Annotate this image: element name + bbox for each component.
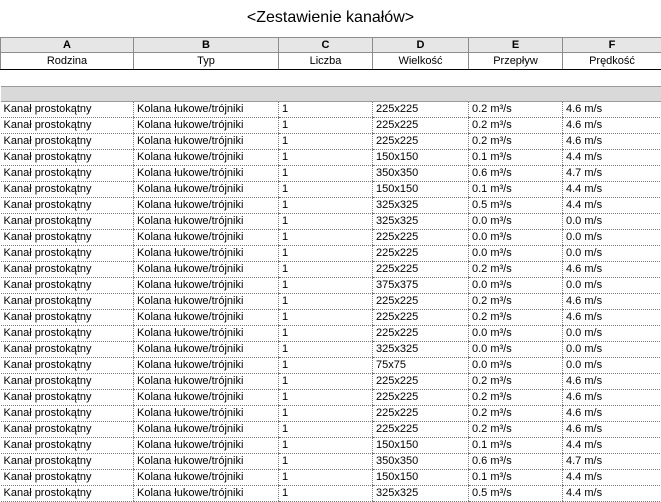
cell-wielkosc[interactable]: 150x150 [373,438,469,454]
column-letter-e[interactable]: E [469,38,563,53]
table-row[interactable] [1,102,661,118]
column-letter-a[interactable]: A [1,38,134,53]
cell-wielkosc[interactable]: 225x225 [373,406,469,422]
column-name-row [1,53,661,70]
column-header-typ[interactable]: Typ [134,53,279,70]
cell-przeplyw[interactable]: 0.2 m³/s [469,374,563,390]
cell-typ[interactable]: Kolana łukowe/trójniki [134,294,279,310]
cell-przeplyw[interactable]: 0.2 m³/s [469,422,563,438]
cell-rodzina[interactable]: Kanał prostokątny [1,438,134,454]
cell-liczba[interactable]: 1 [279,310,373,326]
cell-przeplyw[interactable]: 0.0 m³/s [469,358,563,374]
table-row[interactable] [1,358,661,374]
cell-typ[interactable]: Kolana łukowe/trójniki [134,102,279,118]
cell-predkosc[interactable]: 4.7 m/s [563,166,661,182]
cell-przeplyw[interactable]: 0.2 m³/s [469,294,563,310]
cell-typ[interactable]: Kolana łukowe/trójniki [134,134,279,150]
cell-liczba[interactable]: 1 [279,230,373,246]
header-spacer-row [1,70,661,87]
cell-liczba[interactable]: 1 [279,214,373,230]
cell-przeplyw[interactable]: 0.0 m³/s [469,326,563,342]
cell-przeplyw[interactable]: 0.0 m³/s [469,214,563,230]
cell-liczba[interactable]: 1 [279,358,373,374]
group-band-row [1,87,661,102]
cell-predkosc[interactable]: 4.6 m/s [563,294,661,310]
cell-typ[interactable]: Kolana łukowe/trójniki [134,486,279,502]
cell-rodzina[interactable]: Kanał prostokątny [1,326,134,342]
cell-rodzina[interactable]: Kanał prostokątny [1,166,134,182]
cell-predkosc[interactable]: 0.0 m/s [563,246,661,262]
cell-przeplyw[interactable]: 0.0 m³/s [469,278,563,294]
cell-wielkosc[interactable]: 225x225 [373,390,469,406]
cell-liczba[interactable]: 1 [279,118,373,134]
table-row[interactable] [1,134,661,150]
cell-wielkosc[interactable]: 375x375 [373,278,469,294]
column-header-liczba[interactable]: Liczba [279,53,373,70]
cell-rodzina[interactable]: Kanał prostokątny [1,374,134,390]
cell-rodzina[interactable]: Kanał prostokątny [1,230,134,246]
cell-typ[interactable]: Kolana łukowe/trójniki [134,390,279,406]
table-row[interactable] [1,214,661,230]
cell-typ[interactable]: Kolana łukowe/trójniki [134,358,279,374]
cell-rodzina[interactable]: Kanał prostokątny [1,486,134,502]
cell-liczba[interactable]: 1 [279,470,373,486]
column-header-wielkosc[interactable]: Wielkość [373,53,469,70]
cell-rodzina[interactable]: Kanał prostokątny [1,310,134,326]
cell-typ[interactable]: Kolana łukowe/trójniki [134,454,279,470]
cell-wielkosc[interactable]: 325x325 [373,486,469,502]
cell-liczba[interactable]: 1 [279,294,373,310]
schedule-table [0,37,661,502]
cell-wielkosc[interactable]: 225x225 [373,294,469,310]
cell-wielkosc[interactable]: 325x325 [373,214,469,230]
cell-predkosc[interactable]: 4.7 m/s [563,454,661,470]
cell-przeplyw[interactable]: 0.5 m³/s [469,486,563,502]
cell-przeplyw[interactable]: 0.1 m³/s [469,438,563,454]
cell-predkosc[interactable]: 0.0 m/s [563,342,661,358]
cell-rodzina[interactable]: Kanał prostokątny [1,182,134,198]
cell-typ[interactable]: Kolana łukowe/trójniki [134,438,279,454]
cell-predkosc[interactable]: 4.6 m/s [563,422,661,438]
table-row[interactable] [1,438,661,454]
column-letter-row [1,38,661,53]
cell-wielkosc[interactable]: 225x225 [373,262,469,278]
table-row[interactable] [1,374,661,390]
cell-predkosc[interactable]: 4.4 m/s [563,470,661,486]
table-row[interactable] [1,278,661,294]
cell-typ[interactable]: Kolana łukowe/trójniki [134,198,279,214]
cell-wielkosc[interactable]: 225x225 [373,374,469,390]
cell-typ[interactable]: Kolana łukowe/trójniki [134,374,279,390]
cell-rodzina[interactable]: Kanał prostokątny [1,390,134,406]
cell-typ[interactable]: Kolana łukowe/trójniki [134,310,279,326]
cell-typ[interactable]: Kolana łukowe/trójniki [134,326,279,342]
cell-przeplyw[interactable]: 0.2 m³/s [469,134,563,150]
column-header-predkosc[interactable]: Prędkość [563,53,661,70]
cell-typ[interactable]: Kolana łukowe/trójniki [134,150,279,166]
table-row[interactable] [1,326,661,342]
cell-rodzina[interactable]: Kanał prostokątny [1,470,134,486]
cell-przeplyw[interactable]: 0.2 m³/s [469,406,563,422]
cell-rodzina[interactable]: Kanał prostokątny [1,342,134,358]
cell-liczba[interactable]: 1 [279,438,373,454]
cell-predkosc[interactable]: 4.4 m/s [563,486,661,502]
cell-predkosc[interactable]: 4.6 m/s [563,406,661,422]
cell-typ[interactable]: Kolana łukowe/trójniki [134,278,279,294]
cell-przeplyw[interactable]: 0.6 m³/s [469,166,563,182]
table-row[interactable] [1,310,661,326]
cell-typ[interactable]: Kolana łukowe/trójniki [134,166,279,182]
cell-predkosc[interactable]: 4.4 m/s [563,150,661,166]
cell-liczba[interactable]: 1 [279,182,373,198]
cell-typ[interactable]: Kolana łukowe/trójniki [134,262,279,278]
cell-przeplyw[interactable]: 0.1 m³/s [469,182,563,198]
cell-predkosc[interactable]: 0.0 m/s [563,278,661,294]
cell-liczba[interactable]: 1 [279,486,373,502]
table-row[interactable] [1,150,661,166]
cell-przeplyw[interactable]: 0.2 m³/s [469,102,563,118]
cell-przeplyw[interactable]: 0.0 m³/s [469,342,563,358]
cell-wielkosc[interactable]: 150x150 [373,470,469,486]
cell-przeplyw[interactable]: 0.1 m³/s [469,150,563,166]
cell-rodzina[interactable]: Kanał prostokątny [1,278,134,294]
cell-liczba[interactable]: 1 [279,374,373,390]
cell-wielkosc[interactable]: 225x225 [373,118,469,134]
cell-liczba[interactable]: 1 [279,134,373,150]
table-row[interactable] [1,470,661,486]
cell-typ[interactable]: Kolana łukowe/trójniki [134,182,279,198]
cell-typ[interactable]: Kolana łukowe/trójniki [134,406,279,422]
cell-predkosc[interactable]: 4.6 m/s [563,102,661,118]
header-spacer [1,70,661,87]
cell-przeplyw[interactable]: 0.6 m³/s [469,454,563,470]
cell-przeplyw[interactable]: 0.0 m³/s [469,230,563,246]
cell-typ[interactable]: Kolana łukowe/trójniki [134,214,279,230]
cell-przeplyw[interactable]: 0.2 m³/s [469,310,563,326]
cell-liczba[interactable]: 1 [279,166,373,182]
cell-predkosc[interactable]: 4.6 m/s [563,118,661,134]
cell-predkosc[interactable]: 4.4 m/s [563,198,661,214]
cell-liczba[interactable]: 1 [279,422,373,438]
cell-liczba[interactable]: 1 [279,342,373,358]
column-header-rodzina[interactable]: Rodzina [1,53,134,70]
cell-rodzina[interactable]: Kanał prostokątny [1,454,134,470]
table-row[interactable] [1,246,661,262]
cell-wielkosc[interactable]: 225x225 [373,134,469,150]
table-row[interactable] [1,118,661,134]
cell-predkosc[interactable]: 0.0 m/s [563,358,661,374]
cell-rodzina[interactable]: Kanał prostokątny [1,422,134,438]
cell-liczba[interactable]: 1 [279,102,373,118]
cell-wielkosc[interactable]: 225x225 [373,422,469,438]
table-row[interactable] [1,422,661,438]
cell-predkosc[interactable]: 0.0 m/s [563,326,661,342]
table-row[interactable] [1,454,661,470]
cell-typ[interactable]: Kolana łukowe/trójniki [134,246,279,262]
group-band [1,87,661,102]
cell-liczba[interactable]: 1 [279,406,373,422]
cell-liczba[interactable]: 1 [279,326,373,342]
cell-predkosc[interactable]: 0.0 m/s [563,230,661,246]
cell-rodzina[interactable]: Kanał prostokątny [1,262,134,278]
cell-rodzina[interactable]: Kanał prostokątny [1,134,134,150]
cell-predkosc[interactable]: 4.6 m/s [563,390,661,406]
cell-liczba[interactable]: 1 [279,246,373,262]
cell-predkosc[interactable]: 4.6 m/s [563,310,661,326]
cell-predkosc[interactable]: 4.6 m/s [563,134,661,150]
table-row[interactable] [1,342,661,358]
cell-wielkosc[interactable]: 350x350 [373,166,469,182]
cell-liczba[interactable]: 1 [279,454,373,470]
cell-przeplyw[interactable]: 0.0 m³/s [469,246,563,262]
cell-wielkosc[interactable]: 225x225 [373,246,469,262]
cell-liczba[interactable]: 1 [279,262,373,278]
cell-wielkosc[interactable]: 325x325 [373,198,469,214]
cell-rodzina[interactable]: Kanał prostokątny [1,198,134,214]
cell-wielkosc[interactable]: 150x150 [373,182,469,198]
cell-predkosc[interactable]: 4.4 m/s [563,438,661,454]
cell-typ[interactable]: Kolana łukowe/trójniki [134,342,279,358]
table-row[interactable] [1,230,661,246]
cell-przeplyw[interactable]: 0.2 m³/s [469,118,563,134]
column-letter-c[interactable]: C [279,38,373,53]
table-row[interactable] [1,262,661,278]
cell-liczba[interactable]: 1 [279,150,373,166]
cell-rodzina[interactable]: Kanał prostokątny [1,150,134,166]
cell-typ[interactable]: Kolana łukowe/trójniki [134,230,279,246]
cell-liczba[interactable]: 1 [279,390,373,406]
table-row[interactable] [1,406,661,422]
cell-przeplyw[interactable]: 0.5 m³/s [469,198,563,214]
column-letter-d[interactable]: D [373,38,469,53]
cell-rodzina[interactable]: Kanał prostokątny [1,118,134,134]
cell-przeplyw[interactable]: 0.1 m³/s [469,470,563,486]
column-letter-f[interactable]: F [563,38,661,53]
cell-typ[interactable]: Kolana łukowe/trójniki [134,118,279,134]
cell-wielkosc[interactable]: 225x225 [373,102,469,118]
cell-przeplyw[interactable]: 0.2 m³/s [469,262,563,278]
cell-liczba[interactable]: 1 [279,198,373,214]
cell-wielkosc[interactable]: 150x150 [373,150,469,166]
cell-predkosc[interactable]: 4.6 m/s [563,262,661,278]
cell-rodzina[interactable]: Kanał prostokątny [1,358,134,374]
cell-wielkosc[interactable]: 325x325 [373,342,469,358]
schedule-title: <Zestawienie kanałów> [0,8,661,28]
cell-wielkosc[interactable]: 225x225 [373,310,469,326]
cell-rodzina[interactable]: Kanał prostokątny [1,406,134,422]
cell-wielkosc[interactable]: 225x225 [373,326,469,342]
table-row[interactable] [1,182,661,198]
cell-typ[interactable]: Kolana łukowe/trójniki [134,422,279,438]
cell-predkosc[interactable]: 4.6 m/s [563,374,661,390]
cell-rodzina[interactable]: Kanał prostokątny [1,214,134,230]
table-row[interactable] [1,294,661,310]
cell-rodzina[interactable]: Kanał prostokątny [1,246,134,262]
cell-liczba[interactable]: 1 [279,278,373,294]
cell-wielkosc[interactable]: 350x350 [373,454,469,470]
table-row[interactable] [1,390,661,406]
table-row[interactable] [1,166,661,182]
cell-typ[interactable]: Kolana łukowe/trójniki [134,470,279,486]
cell-predkosc[interactable]: 4.4 m/s [563,182,661,198]
cell-przeplyw[interactable]: 0.2 m³/s [469,390,563,406]
table-row[interactable] [1,486,661,502]
column-letter-b[interactable]: B [134,38,279,53]
cell-wielkosc[interactable]: 225x225 [373,230,469,246]
table-row[interactable] [1,198,661,214]
cell-rodzina[interactable]: Kanał prostokątny [1,102,134,118]
cell-predkosc[interactable]: 0.0 m/s [563,214,661,230]
cell-wielkosc[interactable]: 75x75 [373,358,469,374]
column-header-przeplyw[interactable]: Przepływ [469,53,563,70]
cell-rodzina[interactable]: Kanał prostokątny [1,294,134,310]
